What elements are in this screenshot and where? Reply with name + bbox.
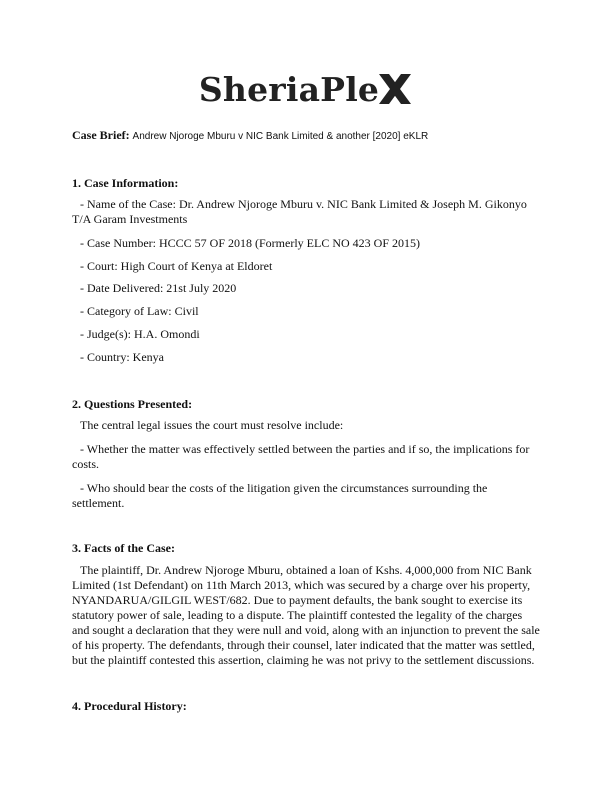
case-info-number: - Case Number: HCCC 57 OF 2018 (Formerly ELC NO 423 OF 2015) — [80, 236, 420, 250]
case-info-judges: - Judge(s): H.A. Omondi — [80, 327, 200, 341]
sheriaplex-logo — [0, 69, 612, 120]
case-brief-label: Case Brief: — [72, 128, 130, 142]
case-info-category: - Category of Law: Civil — [80, 304, 199, 318]
section-title-questions-presented: 2. Questions Presented: — [72, 397, 193, 411]
section-title-procedural-history: 4. Procedural History: — [72, 699, 187, 713]
case-info-country: - Country: Kenya — [80, 350, 164, 364]
section-title-case-information: 1. Case Information: — [72, 176, 179, 190]
case-info-court: - Court: High Court of Kenya at Eldoret — [80, 259, 273, 273]
question-item: - Who should bear the costs of the litigation given the circumstances surrounding the settlement. — [72, 481, 488, 510]
case-info-name: - Name of the Case: Dr. Andrew Njoroge Mburu v. NIC Bank Limited & Joseph M. Gikonyo T/A Garam Investments — [72, 197, 527, 226]
x-mark-icon — [377, 72, 413, 106]
questions-intro: The central legal issues the court must resolve include: — [80, 418, 344, 432]
case-info-date: - Date Delivered: 21st July 2020 — [80, 281, 237, 295]
case-brief-line — [72, 128, 542, 143]
case-brief-title: Andrew Njoroge Mburu v NIC Bank Limited & another [2020] eKLR — [132, 131, 429, 142]
question-item: - Whether the matter was effectively settled between the parties and if so, the implications for costs. — [72, 442, 530, 471]
facts-paragraph: The plaintiff, Dr. Andrew Njoroge Mburu, obtained a loan of Kshs. 4,000,000 from NIC Bank Limited (1st Defendant) on 11th March 2013, which was secured by a charge over his property, NYANDARUA/GILGIL WEST/682. Due to payment defaults, the bank sought to exercise its statutory power of sale, leading to a dispute. The plaintiff contested the legality of the charges and sought a declaration that they were null and void, along with an injunction to prevent the sale of his property. The defendants, through their counsel, later indicated that the matter was settled, but the plaintiff contested this assertion, claiming he was not privy to the settlement discussions. — [72, 563, 540, 667]
logo-text: SheriaPle — [198, 69, 380, 109]
section-title-facts: 3. Facts of the Case: — [72, 541, 175, 555]
